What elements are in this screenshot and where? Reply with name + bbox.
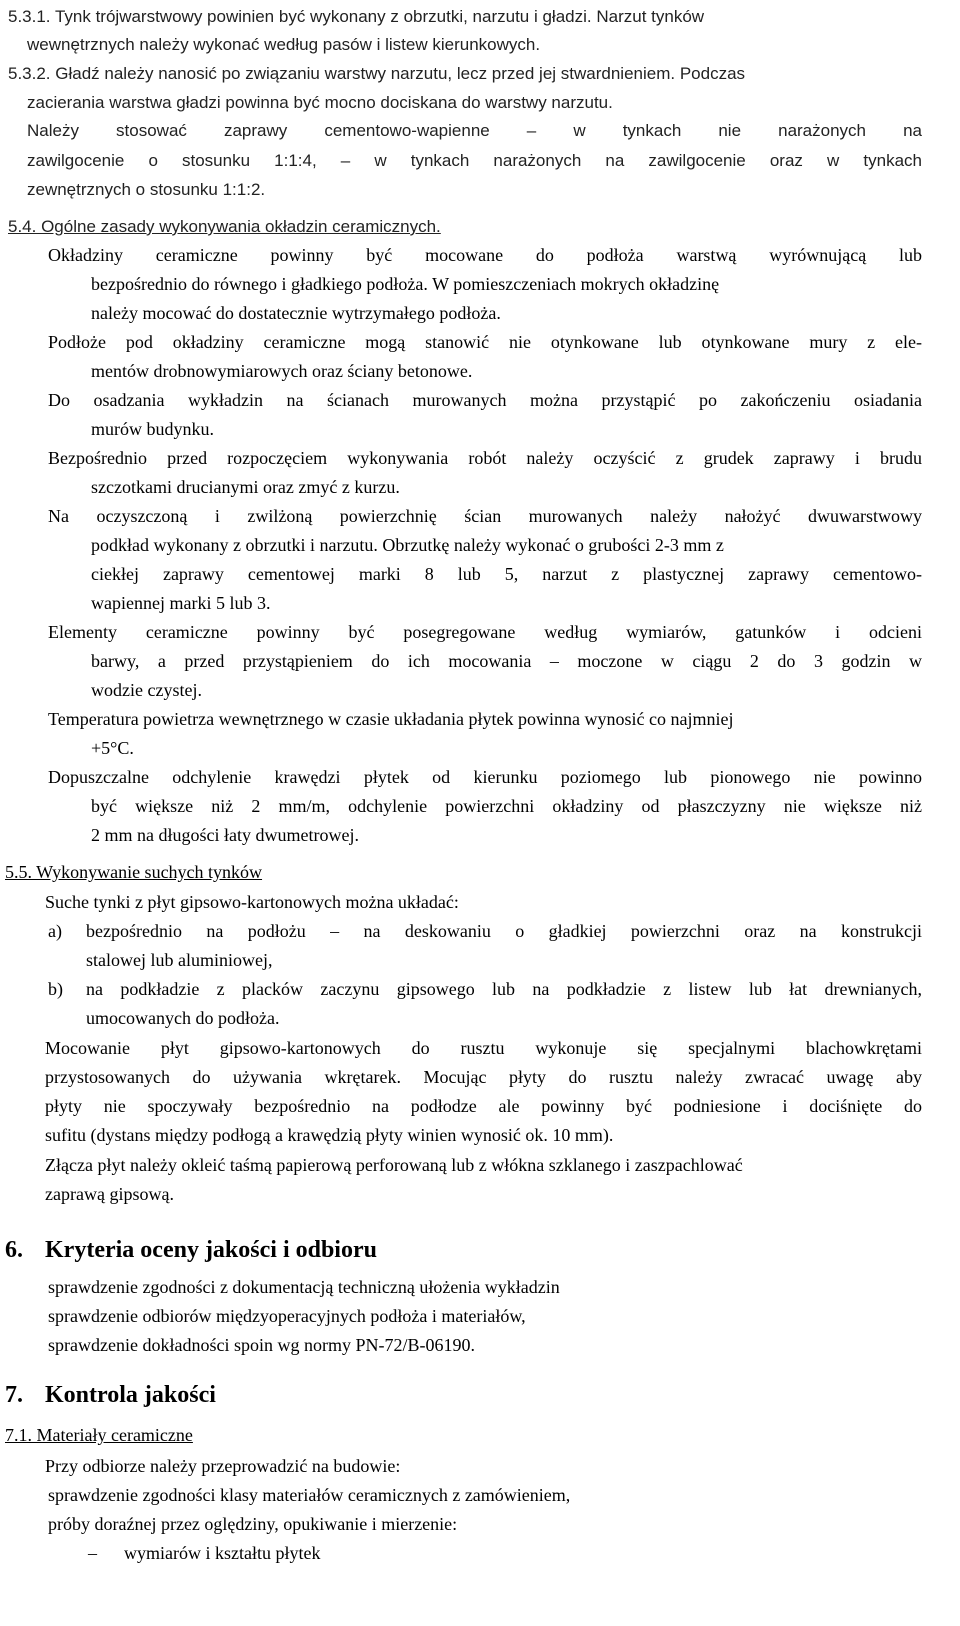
para-line: barwy, a przed przystąpieniem do ich mocowania – moczone w ciągu 2 do 3 godzin w [91, 651, 922, 671]
item-531-line2: wewnętrznych należy wykonać według pasów i listew kierunkowych. [27, 35, 541, 54]
para-line: Elementy ceramiczne powinny być posegregowane według wymiarów, gatunków i odcieni [48, 622, 922, 642]
para-line: należy mocować do dostatecznie wytrzymałego podłoża. [91, 303, 501, 323]
para-line: Mocowanie płyt gipsowo-kartonowych do rusztu wykonuje się specjalnymi blachowkrętami [45, 1038, 922, 1058]
item-532-line2: zacierania warstwa gładzi powinna być mocno dociskana do warstwy narzutu. [27, 93, 613, 112]
para-line: szczotkami drucianymi oraz zmyć z kurzu. [91, 477, 400, 497]
para-line: Złącza płyt należy okleić taśmą papierową perforowaną lub z włókna szklanego i zaszpachlować [45, 1155, 743, 1175]
para-line: ciekłej zaprawy cementowej marki 8 lub 5, narzut z plastycznej zaprawy cementowo- [91, 564, 922, 584]
mortar-line3: zewnętrznych o stosunku 1:1:2. [27, 180, 266, 199]
para-line: +5°C. [91, 738, 134, 758]
list-item-line: bezpośrednio na podłożu – na deskowaniu o gładkiej powierzchni oraz na konstrukcji [86, 921, 922, 941]
para-line: Dopuszczalne odchylenie krawędzi płytek od kierunku poziomego lub pionowego nie powinno [48, 767, 922, 787]
section-7-number: 7. [5, 1382, 23, 1408]
para-line: Bezpośrednio przed rozpoczęciem wykonywania robót należy oczyścić z grudek zaprawy i brudu [48, 448, 922, 468]
mortar-line1: Należy stosować zaprawy cementowo-wapienne – w tynkach nie narażonych na [27, 121, 922, 140]
para-line: Do osadzania wykładzin na ścianach murowanych można przystąpić po zakończeniu osiadania [48, 390, 922, 410]
section-55-heading: 5.5. Wykonywanie suchych tynków [5, 862, 263, 882]
para-line: próby doraźnej przez oględziny, opukiwanie i mierzenie: [48, 1514, 458, 1534]
section-6-heading: Kryteria oceny jakości i odbioru [45, 1237, 377, 1263]
section-6-number: 6. [5, 1237, 23, 1263]
para-line: Okładziny ceramiczne powinny być mocowane do podłoża warstwą wyrównującą lub [48, 245, 922, 265]
para-line: mentów drobnowymiarowych oraz ściany betonowe. [91, 361, 473, 381]
para-line: Temperatura powietrza wewnętrznego w czasie układania płytek powinna wynosić co najmniej [48, 709, 734, 729]
para-line: Podłoże pod okładziny ceramiczne mogą stanowić nie otynkowane lub otynkowane mury z ele- [48, 332, 922, 352]
criteria-line: sprawdzenie odbiorów międzyoperacyjnych podłoża i materiałów, [48, 1306, 526, 1326]
mortar-line2: zawilgocenie o stosunku 1:1:4, – w tynkach narażonych na zawilgocenie oraz w tynkach [27, 151, 922, 170]
list-item-line: na podkładzie z placków zaczynu gipsowego lub na podkładzie z listew lub łat drewnianych, [86, 979, 922, 999]
list-item-line: stalowej lub aluminiowej, [86, 950, 273, 970]
section-7-heading: Kontrola jakości [45, 1382, 216, 1408]
section-54-heading: 5.4. Ogólne zasady wykonywania okładzin ceramicznych. [8, 217, 441, 236]
para-line: być większe niż 2 mm/m, odchylenie powierzchni okładziny od płaszczyzny nie większe niż [91, 796, 922, 816]
list-marker: a) [48, 921, 62, 941]
list-item-line: wymiarów i kształtu płytek [124, 1543, 321, 1563]
para-line: przystosowanych do używania wkrętarek. Mocując płyty do rusztu należy zwracać uwagę aby [45, 1067, 922, 1087]
para-line: sprawdzenie zgodności klasy materiałów ceramicznych z zamówieniem, [48, 1485, 571, 1505]
para-line: zaprawą gipsową. [45, 1184, 174, 1204]
criteria-line: sprawdzenie dokładności spoin wg normy PN-72/B-06190. [48, 1335, 475, 1355]
para-line: Suche tynki z płyt gipsowo-kartonowych można układać: [45, 892, 459, 912]
list-dash: – [88, 1543, 97, 1563]
item-531-line1: 5.3.1. Tynk trójwarstwowy powinien być wykonany z obrzutki, narzutu i gładzi. Narzut tynków [8, 7, 705, 26]
para-line: wodzie czystej. [91, 680, 202, 700]
para-line: sufitu (dystans między podłogą a krawędzią płyty winien wynosić ok. 10 mm). [45, 1125, 614, 1145]
para-line: płyty nie spoczywały bezpośrednio na podłodze ale powinny być podniesione i dociśnięte do [45, 1096, 922, 1116]
criteria-line: sprawdzenie zgodności z dokumentacją techniczną ułożenia wykładzin [48, 1277, 560, 1297]
item-532-line1: 5.3.2. Gładź należy nanosić po związaniu warstwy narzutu, lecz przed jej stwardnieniem. Podczas [8, 64, 746, 83]
para-line: podkład wykonany z obrzutki i narzutu. Obrzutkę należy wykonać o grubości 2-3 mm z [91, 535, 724, 555]
para-line: bezpośrednio do równego i gładkiego podłoża. W pomieszczeniach mokrych okładzinę [91, 274, 720, 294]
para-line: wapiennej marki 5 lub 3. [91, 593, 271, 613]
para-line: Przy odbiorze należy przeprowadzić na budowie: [45, 1456, 401, 1476]
para-line: Na oczyszczoną i zwilżoną powierzchnię ścian murowanych należy nałożyć dwuwarstwowy [48, 506, 922, 526]
section-71-heading: 7.1. Materiały ceramiczne [5, 1425, 193, 1445]
para-line: murów budynku. [91, 419, 214, 439]
para-line: 2 mm na długości łaty dwumetrowej. [91, 825, 359, 845]
list-item-line: umocowanych do podłoża. [86, 1008, 280, 1028]
list-marker: b) [48, 979, 63, 999]
